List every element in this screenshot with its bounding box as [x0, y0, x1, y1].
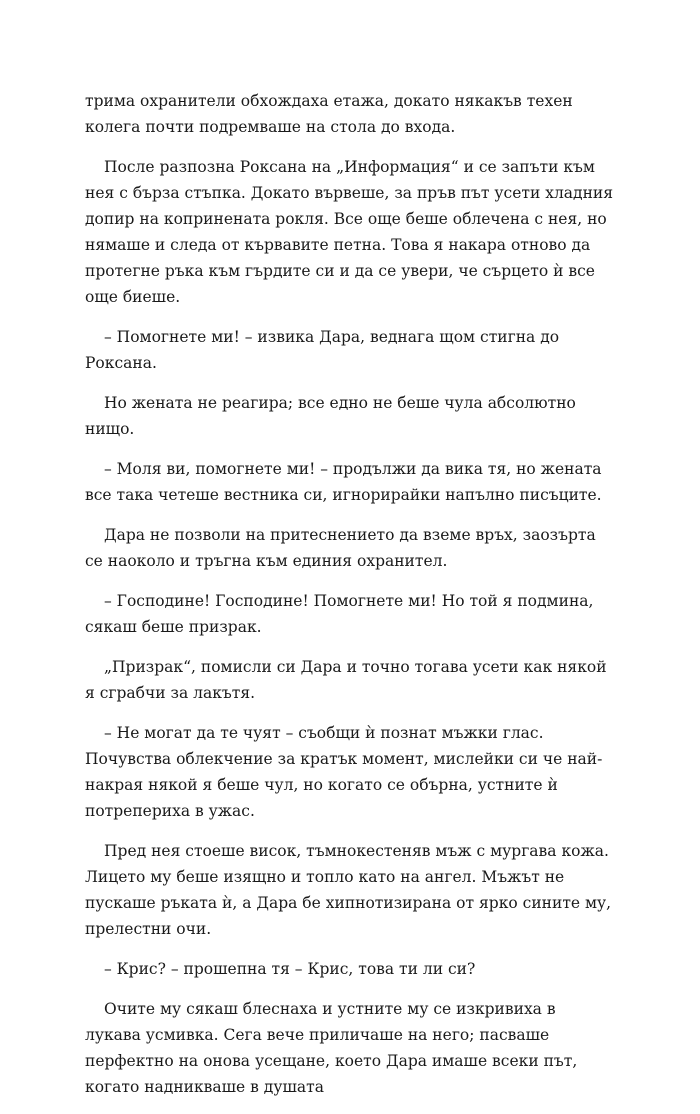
paragraph: Пред нея стоеше висок, тъмнокестеняв мъж с мургава кожа. Лицето му беше изящно и топло като на ангел. Мъжът не пускаше ръката ѝ, а Дара бе хипнотизирана от ярко сините му, прелестни очи.	[85, 842, 612, 938]
paragraph: „Призрак“, помисли си Дара и точно тогава усети как някой я сграбчи за лакътя.	[85, 658, 607, 702]
paragraph: – Господине! Господине! Помогнете ми! Но той я подмина, сякаш беше призрак.	[85, 592, 594, 636]
page-text	[85, 88, 615, 1114]
paragraph: – Помогнете ми! – извика Дара, веднага щом стигна до Роксана.	[85, 328, 560, 372]
paragraph: – Не могат да те чуят – съобщи ѝ познат мъжки глас. Почувства облекчение за кратък момент, мислейки си че най-накрая някой я беше чул, но когато се обърна, устните ѝ потрепериха в ужас.	[85, 724, 603, 820]
paragraph: – Крис? – прошепна тя – Крис, това ти ли си?	[104, 960, 476, 978]
paragraph: трима охранители обхождаха етажа, докато някакъв техен колега почти подремваше на стола до входа.	[85, 92, 573, 136]
paragraph: – Моля ви, помогнете ми! – продължи да вика тя, но жената все така четеше вестника си, игнорирайки напълно писъците.	[85, 460, 602, 504]
paragraph: После разпозна Роксана на „Информация“ и се запъти към нея с бърза стъпка. Докато вървеше, за пръв път усети хладния допир на копринената рокля. Все още беше облечена с нея, но нямаше и следа от кървавите петна. Това я накара отново да протегне ръка към гърдите си и да се увери, че сърцето ѝ все още биеше.	[85, 158, 614, 306]
paragraph: Очите му сякаш блеснаха и устните му се изкривиха в лукава усмивка. Сега вече приличаше на него; пасваше перфектно на онова усещане, което Дара имаше всеки път, когато надникваше в душата	[85, 1000, 578, 1096]
paragraph: Но жената не реагира; все едно не беше чула абсолютно нищо.	[85, 394, 576, 438]
paragraph: Дара не позволи на притеснението да вземе връх, заозърта се наоколо и тръгна към единия охранител.	[85, 526, 596, 570]
